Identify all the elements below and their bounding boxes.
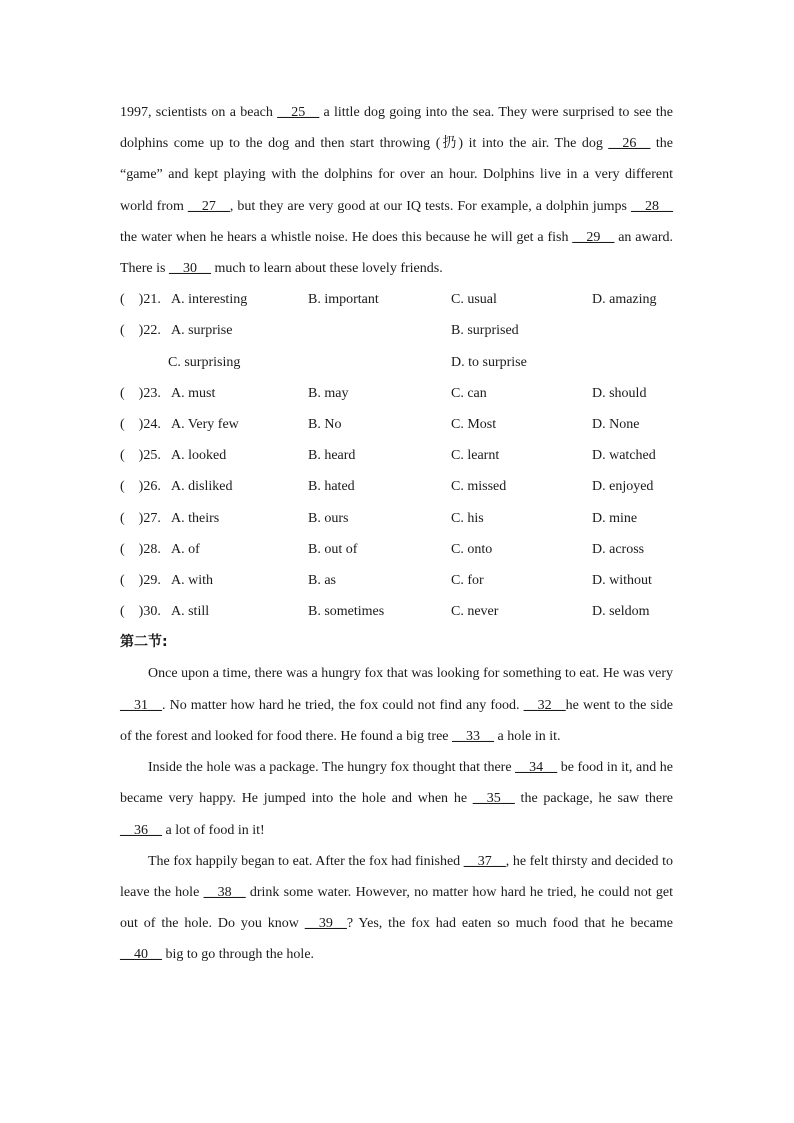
text-segment: be food in it, and he became very happy. He jumped into the hole and when he	[120, 760, 673, 807]
question-list	[120, 284, 673, 627]
blank-38[interactable]: __38__	[203, 884, 246, 900]
text-segment: an award. There is	[120, 229, 673, 277]
passage-2-paragraph	[120, 752, 673, 846]
option-b: B. sometimes	[308, 604, 385, 620]
text-segment: a hole in it.	[494, 728, 561, 744]
text-segment: the package, he saw there	[514, 791, 673, 807]
text-segment: 1997, scientists on a beach	[120, 105, 278, 120]
option-c: C. Most	[451, 416, 497, 432]
option-b: B. may	[308, 385, 349, 401]
option-c: C. his	[451, 510, 484, 526]
text-segment: he went to the side of the forest and looked for food there. He found a big tree	[120, 697, 673, 744]
question-number[interactable]: ( )28.	[120, 541, 161, 557]
option-b: B. important	[308, 292, 379, 308]
passage-2	[120, 658, 673, 970]
document-page	[120, 97, 673, 971]
question-number[interactable]: ( )21.	[120, 292, 161, 308]
option-a: A. Very few	[171, 416, 239, 432]
question-row	[120, 471, 673, 502]
option-b: B. heard	[308, 448, 356, 464]
option-a: A. interesting	[171, 292, 248, 308]
text-segment: a lot of food in it!	[162, 822, 265, 838]
blank-35[interactable]: __35__	[472, 791, 515, 807]
question-row	[120, 409, 673, 440]
question-number[interactable]: ( )22.	[120, 323, 161, 339]
blank-31[interactable]: __31__	[120, 697, 162, 713]
text-segment: big to go through the hole.	[162, 947, 315, 963]
option-d: D. should	[592, 385, 647, 401]
option-d: D. seldom	[592, 604, 650, 620]
option-d: D. across	[592, 541, 645, 557]
option-d: D. amazing	[592, 292, 657, 308]
blank-37[interactable]: __37__	[463, 853, 506, 869]
text-segment: The fox happily began to eat. After the fox had finished	[148, 853, 464, 869]
text-segment: Inside the hole was a package. The hungry fox thought that there	[148, 760, 516, 776]
option-b: B. out of	[308, 541, 358, 557]
option-a: C. surprising	[168, 354, 241, 370]
blank-39[interactable]: __39__	[304, 916, 347, 932]
option-a: A. theirs	[171, 510, 220, 526]
option-c: B. surprised	[451, 323, 519, 339]
option-b: B. as	[308, 572, 336, 588]
option-c: C. never	[451, 604, 499, 620]
question-number[interactable]: ( )27.	[120, 510, 161, 526]
option-c: C. learnt	[451, 448, 500, 464]
question-row	[120, 284, 673, 315]
passage-1	[120, 97, 673, 284]
text-segment: , he felt thirsty and decided to leave the hole	[120, 853, 673, 900]
text-segment: the “game” and kept playing with the dolphins for over an hour. Dolphins live in a very different world from	[120, 136, 673, 214]
option-c: C. can	[451, 385, 487, 401]
question-number[interactable]: ( )25.	[120, 448, 161, 464]
question-row	[120, 315, 673, 346]
text-segment: the water when he hears a whistle noise. He does this because he will get a fish	[120, 229, 573, 245]
option-c: D. to surprise	[451, 354, 527, 370]
question-number[interactable]: ( )30.	[120, 604, 161, 620]
blank-33[interactable]: __33__	[452, 728, 494, 744]
option-a: A. of	[171, 541, 200, 557]
option-a: A. still	[171, 604, 210, 620]
blank-28[interactable]: __28__	[631, 198, 673, 214]
question-row	[120, 347, 673, 378]
question-number[interactable]: ( )29.	[120, 572, 161, 588]
question-number[interactable]: ( )23.	[120, 385, 161, 401]
text-segment: ? Yes, the fox had eaten so much food that he became	[346, 916, 673, 932]
text-segment: drink some water. However, no matter how hard he tried, he could not get out of the hole. Do you know	[120, 884, 673, 932]
question-row	[120, 503, 673, 534]
blank-32[interactable]: __32__	[523, 697, 566, 713]
blank-36[interactable]: __36__	[120, 822, 162, 838]
option-a: A. surprise	[171, 323, 233, 339]
passage-2-paragraph	[120, 846, 673, 971]
option-c: C. usual	[451, 292, 497, 308]
blank-27[interactable]: __27__	[187, 198, 230, 214]
question-number[interactable]: ( )26.	[120, 479, 161, 495]
option-c: C. onto	[451, 541, 493, 557]
text-segment: . No matter how hard he tried, the fox could not find any food.	[162, 697, 524, 713]
option-a: A. must	[171, 385, 216, 401]
blank-25[interactable]: __25__	[277, 105, 320, 120]
blank-34[interactable]: __34__	[515, 760, 558, 776]
blank-40[interactable]: __40__	[120, 947, 162, 963]
text-segment: a little dog going into the sea. They were surprised to see the dolphins come up to the dog and then start throwing (扔) it into the air. The dog	[120, 105, 674, 152]
option-a: A. with	[171, 572, 213, 588]
blank-29[interactable]: __29__	[572, 229, 615, 245]
blank-26[interactable]: __26__	[608, 136, 651, 152]
option-d: D. without	[592, 572, 652, 588]
option-a: A. looked	[171, 448, 227, 464]
option-b: B. hated	[308, 479, 355, 495]
question-row	[120, 378, 673, 409]
question-row	[120, 596, 673, 627]
question-row	[120, 565, 673, 596]
text-segment: much to learn about these lovely friends.	[210, 261, 443, 277]
passage-2-paragraph	[120, 658, 673, 752]
option-b: B. ours	[308, 510, 349, 526]
option-d: D. watched	[592, 448, 656, 464]
question-row	[120, 440, 673, 471]
option-c: C. for	[451, 572, 484, 588]
blank-30[interactable]: __30__	[168, 261, 211, 277]
option-b: B. No	[308, 416, 342, 432]
option-c: C. missed	[451, 479, 507, 495]
question-row	[120, 534, 673, 565]
question-number[interactable]: ( )24.	[120, 416, 161, 432]
option-d: D. enjoyed	[592, 479, 654, 495]
text-segment: , but they are very good at our IQ tests. For example, a dolphin jumps	[229, 198, 631, 214]
section-2-title: 第二节:	[120, 634, 168, 651]
option-d: D. mine	[592, 510, 638, 526]
option-d: D. None	[592, 416, 640, 432]
option-a: A. disliked	[171, 479, 233, 495]
text-segment: Once upon a time, there was a hungry fox that was looking for something to eat. He was very	[148, 666, 673, 682]
